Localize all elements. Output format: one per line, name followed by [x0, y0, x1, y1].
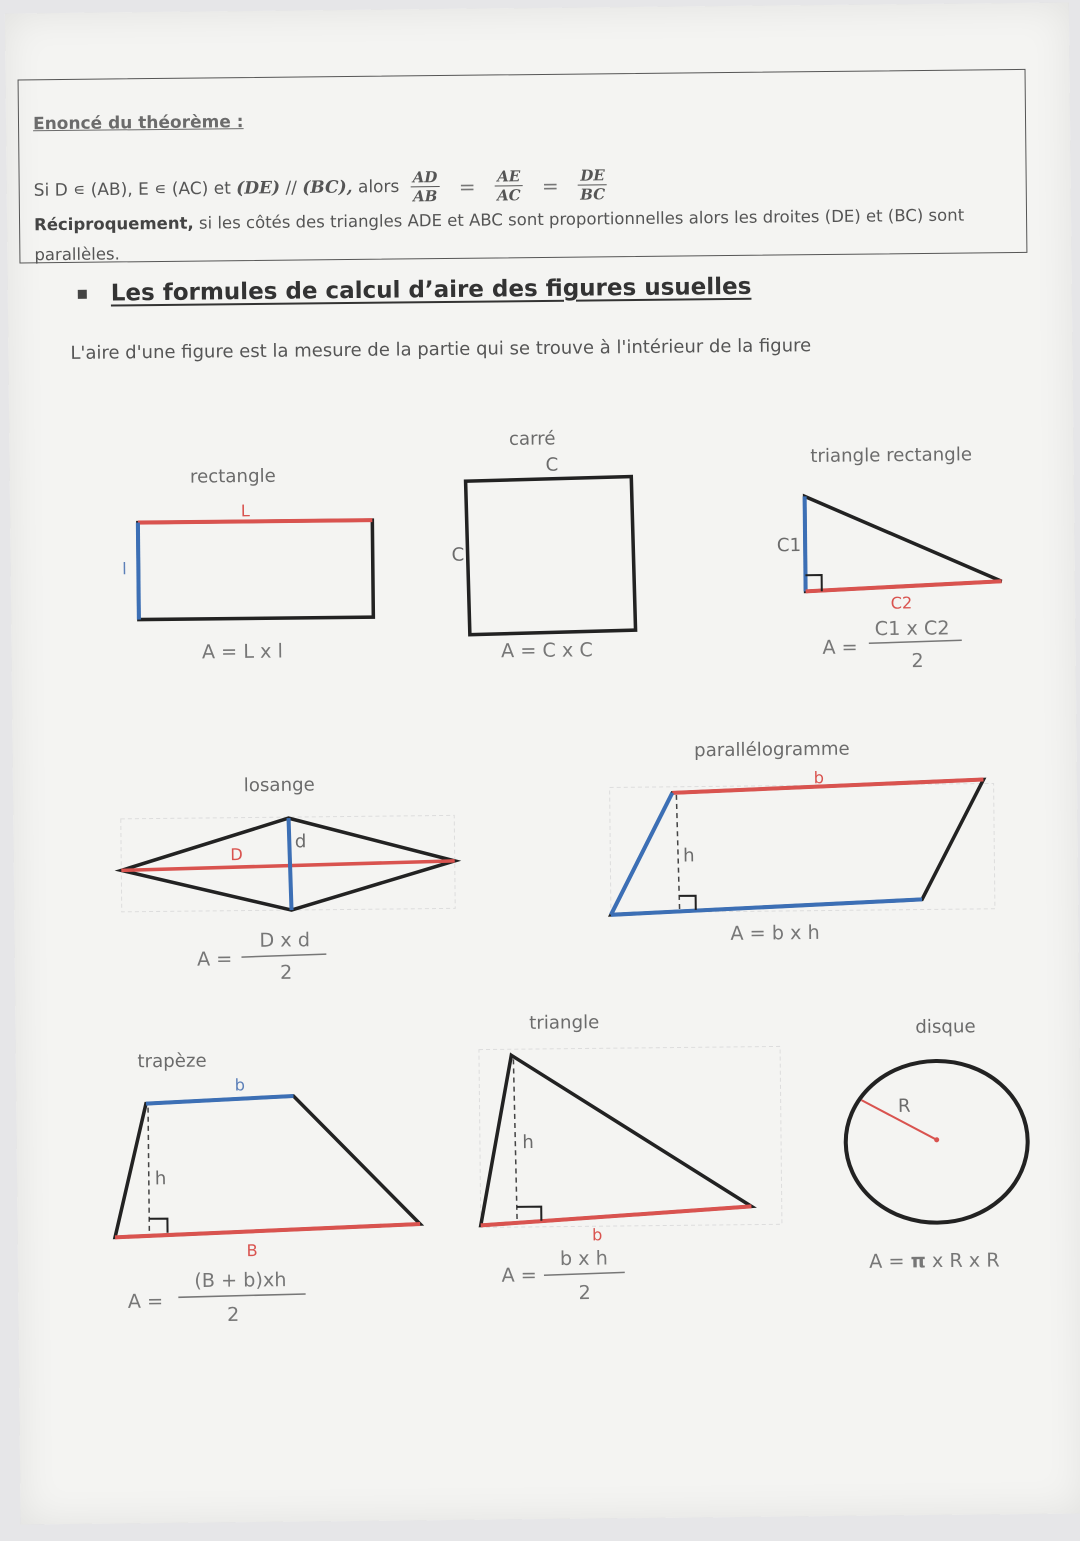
- figure-carre: [450, 428, 636, 663]
- triangle-rectangle-label: triangle rectangle: [810, 444, 973, 467]
- trapeze-formula-prefix: A =: [127, 1289, 164, 1313]
- figure-parallelogramme: [609, 737, 995, 946]
- triangle-formula-prefix: A =: [501, 1263, 537, 1287]
- equals-sign: =: [458, 174, 476, 199]
- parallelogramme-label: parallélogramme: [693, 738, 850, 762]
- parallelogramme-base-label: b: [813, 768, 825, 788]
- trapeze-big-base: [115, 1224, 420, 1237]
- theorem-prefix: Si D ∊ (AB), E ∊ (AC) et: [33, 178, 231, 201]
- triangle-formula-den: 2: [578, 1281, 591, 1305]
- figure-disque: [844, 1016, 1029, 1273]
- losange-formula-prefix: A =: [196, 947, 233, 971]
- figure-losange: [120, 773, 456, 985]
- rectangle-label: rectangle: [189, 465, 276, 488]
- section-intro: L'aire d'une figure est la mesure de la partie qui se trouve à l'intérieur de la figure: [70, 335, 812, 364]
- losange-formula-num: D x d: [259, 928, 311, 952]
- rectangle-formula: A = L x l: [201, 639, 283, 664]
- parallelogramme-base-bottom: [611, 899, 922, 914]
- disque-radius-label: R: [897, 1095, 911, 1117]
- c2-side: [806, 581, 1002, 591]
- triangle-label: triangle: [529, 1012, 600, 1034]
- theorem-title: Enoncé du théorème :: [32, 112, 244, 135]
- reciprocal-label: Réciproquement,: [33, 213, 194, 235]
- fraction-de-bc: $\frac{DE}{BC}$: [578, 166, 607, 203]
- figure-triangle: [479, 1010, 783, 1305]
- equals-sign: =: [541, 173, 559, 198]
- triangle-base-label: b: [591, 1225, 603, 1245]
- figure-rectangle: [121, 465, 374, 664]
- triangle-rectangle-formula-den: 2: [911, 648, 924, 673]
- disque-formula: A = π x R x R: [869, 1248, 1000, 1273]
- trapeze-height-label: h: [154, 1168, 167, 1190]
- c1-label: C1: [776, 534, 802, 557]
- figures-canvas: [5, 2, 1080, 1540]
- losange-label: losange: [243, 774, 315, 797]
- triangle-rectangle-formula-prefix: A =: [822, 635, 858, 659]
- theorem-parallel: //: [285, 178, 298, 199]
- parallelogramme-height-label: h: [682, 845, 695, 867]
- disque-label: disque: [915, 1016, 976, 1038]
- fraction-ae-ac: $\frac{AE}{AC}$: [495, 167, 523, 204]
- c2-label: C2: [890, 593, 913, 613]
- triangle-height-label: h: [522, 1132, 534, 1154]
- triangle-formula-num: b x h: [559, 1246, 608, 1271]
- carre-formula: A = C x C: [500, 638, 593, 663]
- losange-small-diagonal: [289, 818, 292, 910]
- rectangle-long-side: [138, 520, 372, 522]
- theorem-de: (DE): [236, 178, 281, 199]
- trapeze-label: trapèze: [137, 1050, 207, 1073]
- trapeze-formula-den: 2: [226, 1302, 240, 1327]
- figure-trapeze: [113, 1048, 421, 1327]
- rectangle-short-side: [138, 523, 139, 620]
- parallelogramme-formula: A = b x h: [730, 920, 820, 945]
- paper-sheet: [5, 2, 1080, 1524]
- rectangle-short-label: l: [122, 559, 127, 579]
- losange-big-diag-label: D: [230, 845, 243, 865]
- carre-label: carré: [508, 428, 556, 450]
- losange-small-diag-label: d: [294, 831, 307, 853]
- fraction-ad-ab: $\frac{AD}{AB}$: [412, 168, 438, 206]
- figure-triangle-rectangle: [776, 444, 1003, 673]
- trapeze-small-base: [146, 1096, 294, 1104]
- carre-left-label: C: [451, 544, 465, 566]
- trapeze-formula-num: (B + b)xh: [194, 1268, 287, 1293]
- trapeze-small-base-label: b: [234, 1075, 246, 1095]
- triangle-rectangle-formula-num: C1 x C2: [874, 616, 950, 641]
- rectangle-long-label: L: [240, 501, 250, 521]
- theorem-bc: (BC),: [302, 177, 353, 198]
- losange-formula-den: 2: [279, 960, 293, 984]
- theorem-alors: alors: [357, 176, 400, 198]
- triangle-base: [481, 1206, 752, 1225]
- c1-side: [805, 496, 806, 591]
- trapeze-big-base-label: B: [246, 1241, 258, 1261]
- section-title: Les formules de calcul d’aire des figures usuelles: [78, 274, 752, 307]
- reciprocal-text: si les côtés des triangles ADE et ABC sont proportionnelles alors les droites (DE) et (BC) sont parallèles.: [34, 205, 965, 265]
- carre-top-label: C: [545, 454, 559, 476]
